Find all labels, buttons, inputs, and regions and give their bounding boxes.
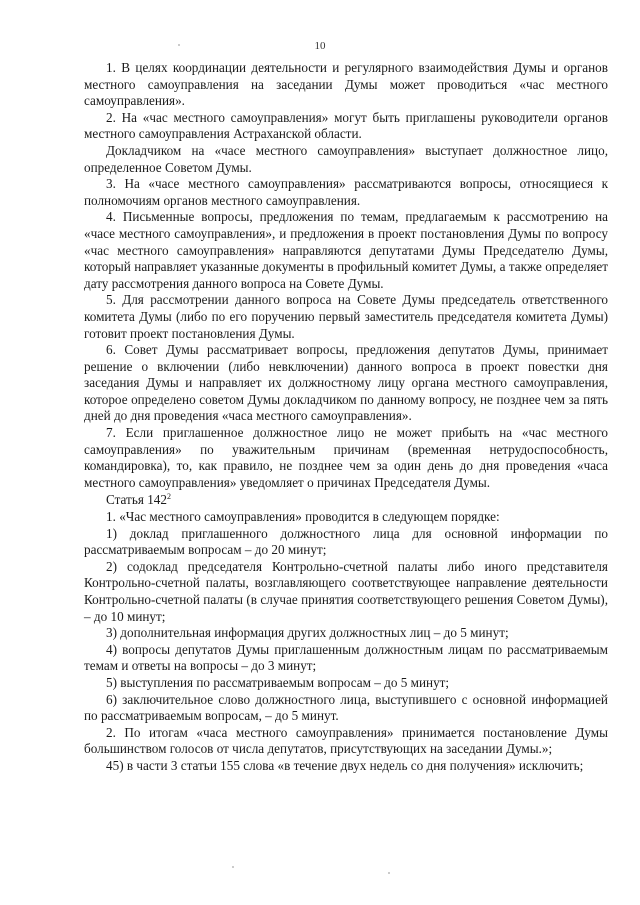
article-label: Статья 142 [106, 492, 167, 508]
paragraph: 5. Для рассмотрении данного вопроса на Совете Думы председатель ответственного комитета Думы (либо по его поручению первый заместитель председателя комитета Думы) готовит проект постановления Думы. [84, 292, 608, 341]
paragraph: 1. В целях координации деятельности и регулярного взаимодействия Думы и органов местного самоуправления на заседании Думы может проводиться «час местного самоуправления». [84, 60, 608, 109]
paragraph: Докладчиком на «часе местного самоуправления» выступает должностное лицо, определенное Советом Думы. [84, 142, 608, 175]
paragraph: 2. По итогам «часа местного самоуправления» принимается постановление Думы большинством голосов от числа депутатов, присутствующих на заседании Думы.»; [84, 724, 608, 757]
paragraph: 45) в части 3 статьи 155 слова «в течение двух недель со дня получения» исключить; [106, 757, 584, 773]
list-item: 4) вопросы депутатов Думы приглашенным должностным лицам по рассматриваемым темам и ответы на вопросы – до 3 минут; [84, 641, 608, 674]
paragraph: 3. На «часе местного самоуправления» рассматриваются вопросы, относящиеся к полномочиям органов местного самоуправления. [84, 176, 608, 208]
article-superscript: 2 [166, 492, 171, 502]
scan-speck [232, 866, 234, 868]
list-item: 5) выступления по рассматриваемым вопросам – до 5 минут; [106, 674, 450, 690]
paragraph: 6. Совет Думы рассматривает вопросы, предложения депутатов Думы, принимает решение о включении (либо невключении) данного вопроса в проект повестки дня заседания Думы и направляет их должностному лицу органа местного самоуправления, которое определено советом Думы докладчиком по данному вопросу, не позднее чем за пять дней до дня проведения «часа местного самоуправления». [84, 342, 608, 424]
paragraph: 2. На «час местного самоуправления» могут быть приглашены руководители органов местного самоуправления Астраханской области. [84, 109, 608, 142]
document-body [84, 60, 608, 775]
list-item: 1) доклад приглашенного должностного лица для основной информации по рассматриваемым вопросам – до 20 минут; [84, 525, 608, 558]
paragraph: 1. «Час местного самоуправления» проводится в следующем порядке: [106, 509, 500, 525]
paragraph: 4. Письменные вопросы, предложения по темам, предлагаемым к рассмотрению на «часе местного самоуправления», и предложения в проект постановления Думы по вопросу «час местного самоуправления» направляются депутатами Думы Председателю Думы, который направляет указанные документы в профильный комитет Думы, а также определяет дату рассмотрения данного вопроса на Совете Думы. [84, 209, 608, 291]
list-item: 3) дополнительная информация других должностных лиц – до 5 минут; [106, 625, 509, 641]
article-heading [84, 492, 608, 509]
list-item: 2) содоклад председателя Контрольно-счетной палаты либо иного представителя Контрольно-счетной палаты, возглавляющего соответствующее направление деятельности Контрольно-счетной палаты (в случае принятия соответствующего решения Советом Думы), – до 10 минут; [84, 558, 608, 624]
paragraph: 7. Если приглашенное должностное лицо не может прибыть на «час местного самоуправления» по уважительным причинам (временная нетрудоспособность, командировка), то, как правило, не позднее чем за один день до дня проведения «часа местного самоуправления» уведомляет о причинах Председателя Думы. [84, 425, 608, 490]
page-number: 10 [314, 40, 326, 52]
list-item: 6) заключительное слово должностного лица, выступившего с основной информацией по рассматриваемым вопросам, – до 5 минут. [84, 691, 608, 724]
scan-speck [178, 44, 180, 46]
scan-speck [388, 872, 390, 874]
